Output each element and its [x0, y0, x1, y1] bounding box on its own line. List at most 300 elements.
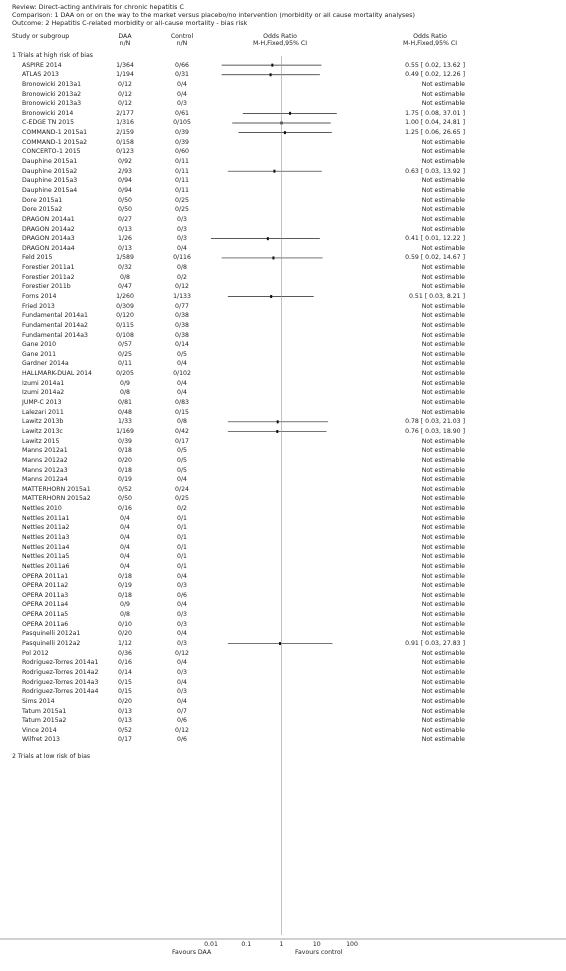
daa-events: 0/18 [118, 572, 132, 580]
column-header-control: Control [170, 33, 194, 40]
control-events: 0/25 [175, 495, 189, 503]
daa-events: 0/12 [118, 90, 132, 98]
study-name: Lawitz 2015 [22, 437, 60, 445]
daa-events: 0/15 [118, 678, 132, 686]
study-name: Tatum 2015a2 [22, 717, 67, 725]
odds-ratio-value: Not estimable [421, 678, 465, 686]
odds-ratio-value: Not estimable [421, 80, 465, 88]
column-header-control-sub: n/N [176, 40, 188, 47]
daa-events: 0/8 [120, 389, 130, 397]
study-name: OPERA 2011a3 [22, 591, 69, 599]
odds-ratio-value: Not estimable [421, 456, 465, 464]
daa-events: 0/17 [118, 736, 132, 744]
control-events: 0/3 [177, 235, 187, 243]
control-events: 0/2 [177, 505, 187, 513]
daa-events: 0/39 [118, 437, 132, 445]
daa-events: 0/50 [118, 495, 132, 503]
daa-events: 0/57 [118, 341, 132, 349]
odds-ratio-value: Not estimable [421, 100, 465, 108]
odds-ratio-value: 0.76 [ 0.03, 18.90 ] [405, 427, 465, 435]
control-events: 0/4 [177, 360, 187, 368]
odds-ratio-value: Not estimable [421, 534, 465, 541]
daa-events: 0/52 [118, 726, 132, 734]
odds-ratio-value: Not estimable [421, 582, 465, 590]
daa-events: 2/159 [116, 129, 134, 137]
control-events: 0/12 [175, 649, 189, 657]
study-name: COMMAND-1 2015a1 [22, 129, 88, 137]
odds-ratio-value: Not estimable [421, 138, 465, 146]
study-name: Rodriguez-Torres 2014a1 [22, 659, 99, 667]
outcome-title: Outcome: 2 Hepatitis C-related morbidity or all-cause mortality - bias risk [12, 19, 248, 27]
study-name: Manns 2012a3 [22, 466, 68, 474]
study-name: Lawitz 2013b [22, 418, 64, 426]
daa-events: 2/177 [116, 109, 134, 117]
study-name: Nettles 2011a1 [22, 514, 70, 522]
study-name: C-EDGE TN 2015 [22, 119, 75, 127]
study-name: Bronowicki 2014 [22, 109, 74, 117]
control-events: 0/4 [177, 476, 187, 484]
daa-events: 0/36 [118, 649, 132, 657]
study-name: Dauphine 2015a1 [22, 158, 78, 166]
daa-events: 0/4 [120, 534, 130, 541]
control-events: 0/8 [177, 418, 187, 426]
control-events: 0/25 [175, 206, 189, 214]
study-name: Manns 2012a2 [22, 456, 68, 464]
column-header-daa: DAA [118, 33, 132, 40]
study-name: Nettles 2011a5 [22, 553, 70, 561]
study-name: Gardner 2014a [22, 360, 69, 368]
odds-ratio-value: Not estimable [421, 562, 465, 570]
control-events: 0/5 [177, 350, 187, 358]
study-name: Izumi 2014a2 [22, 389, 65, 397]
daa-events: 0/50 [118, 196, 132, 204]
odds-ratio-value: Not estimable [421, 591, 465, 599]
study-name: Manns 2012a1 [22, 447, 68, 455]
study-name: Pasquinelli 2012a2 [22, 640, 81, 648]
daa-events: 0/13 [118, 244, 132, 252]
study-name: Manns 2012a4 [22, 476, 68, 484]
control-events: 0/4 [177, 244, 187, 252]
study-name: Rodriguez-Torres 2014a3 [22, 678, 99, 686]
odds-ratio-value: Not estimable [421, 553, 465, 561]
study-name: Bronowicki 2013a3 [22, 100, 82, 108]
odds-ratio-value: Not estimable [421, 186, 465, 194]
daa-events: 0/16 [118, 659, 132, 667]
control-events: 0/3 [177, 640, 187, 648]
odds-ratio-value: Not estimable [421, 476, 465, 484]
study-name: ATLAS 2013 [22, 71, 59, 79]
odds-ratio-value: Not estimable [421, 707, 465, 715]
odds-ratio-value: Not estimable [421, 668, 465, 676]
odds-ratio-value: Not estimable [421, 177, 465, 185]
study-name: Dore 2015a2 [22, 206, 63, 214]
odds-ratio-value: 0.59 [ 0.02, 14.67 ] [405, 254, 465, 262]
odds-ratio-value: Not estimable [421, 302, 465, 310]
daa-events: 0/20 [118, 456, 132, 464]
study-name: Rodriguez-Torres 2014a2 [22, 668, 99, 676]
point-estimate [284, 131, 286, 134]
control-events: 0/1 [177, 543, 187, 551]
daa-events: 2/93 [118, 167, 132, 175]
point-estimate [273, 170, 275, 173]
odds-ratio-value: Not estimable [421, 543, 465, 551]
daa-events: 0/13 [118, 707, 132, 715]
control-events: 0/5 [177, 456, 187, 464]
control-events: 0/60 [175, 148, 189, 156]
control-events: 0/4 [177, 630, 187, 638]
odds-ratio-value: Not estimable [421, 321, 465, 329]
study-name: OPERA 2011a5 [22, 611, 69, 619]
study-name: Fundamental 2014a3 [22, 331, 88, 339]
control-events: 0/105 [173, 119, 191, 127]
control-events: 0/6 [177, 717, 187, 725]
control-events: 0/5 [177, 466, 187, 474]
control-events: 0/17 [175, 437, 189, 445]
odds-ratio-value: 1.00 [ 0.04, 24.81 ] [405, 119, 465, 127]
odds-ratio-value: Not estimable [421, 447, 465, 455]
study-name: Fundamental 2014a2 [22, 321, 88, 329]
daa-events: 0/50 [118, 206, 132, 214]
odds-ratio-value: Not estimable [421, 601, 465, 609]
daa-events: 1/169 [116, 427, 134, 435]
control-events: 0/5 [177, 447, 187, 455]
daa-events: 0/4 [120, 524, 130, 532]
odds-ratio-value: 0.91 [ 0.03, 27.83 ] [405, 640, 465, 648]
column-header-odds-ratio-2-method: M-H,Fixed,95% CI [402, 40, 458, 47]
odds-ratio-value: Not estimable [421, 649, 465, 657]
control-events: 0/3 [177, 668, 187, 676]
daa-events: 1/589 [116, 254, 134, 262]
control-events: 0/3 [177, 215, 187, 223]
odds-ratio-value: 0.51 [ 0.03, 8.21 ] [409, 293, 465, 300]
odds-ratio-value: Not estimable [421, 399, 465, 407]
odds-ratio-value: Not estimable [421, 158, 465, 166]
study-name: Forestier 2011b [22, 283, 71, 291]
odds-ratio-value: Not estimable [421, 196, 465, 204]
odds-ratio-value: Not estimable [421, 688, 465, 696]
control-events: 0/14 [175, 341, 189, 349]
study-name: Wilfret 2013 [22, 736, 60, 744]
daa-events: 0/13 [118, 225, 132, 233]
control-events: 0/3 [177, 611, 187, 619]
daa-events: 0/8 [120, 273, 130, 281]
daa-events: 1/260 [116, 293, 134, 300]
study-name: Izumi 2014a1 [22, 379, 65, 387]
x-tick-label: 0.1 [241, 941, 252, 948]
study-name: HALLMARK-DUAL 2014 [22, 370, 92, 378]
study-name: Tatum 2015a1 [22, 707, 67, 715]
odds-ratio-value: Not estimable [421, 206, 465, 214]
odds-ratio-value: Not estimable [421, 495, 465, 503]
control-events: 0/1 [177, 553, 187, 561]
control-events: 0/4 [177, 601, 187, 609]
daa-events: 0/11 [118, 360, 132, 368]
study-name: Bronowicki 2013a2 [22, 90, 82, 98]
control-events: 0/38 [175, 331, 189, 339]
control-events: 0/3 [177, 620, 187, 628]
daa-events: 0/20 [118, 697, 132, 705]
control-events: 0/12 [175, 726, 189, 734]
daa-events: 0/94 [118, 186, 132, 194]
study-name: Sims 2014 [22, 697, 55, 705]
study-name: Lawitz 2013c [22, 427, 63, 435]
daa-events: 0/4 [120, 553, 130, 561]
point-estimate [279, 642, 281, 645]
odds-ratio-value: Not estimable [421, 485, 465, 493]
control-events: 0/1 [177, 534, 187, 541]
x-tick-label: 10 [312, 941, 321, 948]
control-events: 0/11 [175, 186, 189, 194]
control-events: 0/42 [175, 427, 189, 435]
study-name: CONCERTO-1 2015 [22, 148, 81, 156]
odds-ratio-value: 0.41 [ 0.01, 12.22 ] [405, 235, 465, 243]
daa-events: 0/47 [118, 283, 132, 291]
control-events: 0/77 [175, 302, 189, 310]
daa-events: 0/4 [120, 514, 130, 522]
control-events: 0/4 [177, 659, 187, 667]
odds-ratio-value: Not estimable [421, 370, 465, 378]
daa-events: 1/316 [116, 119, 134, 127]
study-name: Gane 2010 [22, 341, 57, 349]
control-events: 0/38 [175, 321, 189, 329]
study-name: OPERA 2011a2 [22, 582, 69, 590]
study-name: Pol 2012 [22, 649, 49, 657]
column-header-odds-ratio: Odds Ratio [263, 33, 297, 40]
odds-ratio-value: Not estimable [421, 572, 465, 580]
control-events: 0/25 [175, 196, 189, 204]
odds-ratio-value: Not estimable [421, 717, 465, 725]
study-name: Dauphine 2015a4 [22, 186, 78, 194]
daa-events: 0/205 [116, 370, 134, 378]
study-name: DRAGON 2014a1 [22, 215, 75, 223]
daa-events: 1/364 [116, 61, 134, 69]
study-name: Forns 2014 [22, 293, 57, 300]
study-name: Nettles 2010 [22, 505, 62, 513]
column-header-odds-ratio-2: Odds Ratio [413, 33, 447, 40]
odds-ratio-value: Not estimable [421, 620, 465, 628]
odds-ratio-value: 0.78 [ 0.03, 21.03 ] [405, 418, 465, 426]
study-name: COMMAND-1 2015a2 [22, 138, 88, 146]
daa-events: 0/81 [118, 399, 132, 407]
control-events: 0/102 [173, 370, 191, 378]
subgroup-label: 1 Trials at high risk of bias [12, 52, 94, 59]
study-name: Forestier 2011a2 [22, 273, 75, 281]
control-events: 0/11 [175, 158, 189, 166]
daa-events: 0/108 [116, 331, 134, 339]
column-header-daa-sub: n/N [119, 40, 131, 47]
study-name: Nettles 2011a6 [22, 562, 70, 570]
odds-ratio-value: Not estimable [421, 350, 465, 358]
control-events: 0/61 [175, 109, 189, 117]
control-events: 0/24 [175, 485, 189, 493]
odds-ratio-value: Not estimable [421, 524, 465, 532]
study-name: OPERA 2011a1 [22, 572, 69, 580]
daa-events: 0/32 [118, 264, 132, 272]
control-events: 0/6 [177, 591, 187, 599]
study-name: Nettles 2011a2 [22, 524, 70, 532]
control-events: 0/2 [177, 273, 187, 281]
control-events: 0/4 [177, 572, 187, 580]
control-events: 0/3 [177, 688, 187, 696]
study-name: Dore 2015a1 [22, 196, 63, 204]
daa-events: 0/123 [116, 148, 134, 156]
daa-events: 0/15 [118, 688, 132, 696]
odds-ratio-value: Not estimable [421, 514, 465, 522]
odds-ratio-value: Not estimable [421, 505, 465, 513]
daa-events: 0/12 [118, 80, 132, 88]
odds-ratio-value: Not estimable [421, 312, 465, 320]
control-events: 0/38 [175, 312, 189, 320]
odds-ratio-value: Not estimable [421, 90, 465, 98]
study-name: Fried 2013 [22, 302, 55, 310]
odds-ratio-value: Not estimable [421, 244, 465, 252]
study-name: MATTERHORN 2015a1 [22, 485, 91, 493]
daa-events: 0/20 [118, 630, 132, 638]
daa-events: 0/115 [116, 321, 134, 329]
daa-events: 0/10 [118, 620, 132, 628]
odds-ratio-value: Not estimable [421, 736, 465, 744]
daa-events: 0/18 [118, 447, 132, 455]
study-name: JUMP-C 2013 [22, 399, 62, 407]
daa-events: 0/12 [118, 100, 132, 108]
study-name: Vince 2014 [22, 726, 57, 734]
odds-ratio-value: 0.49 [ 0.02, 12.26 ] [405, 71, 465, 79]
daa-events: 1/194 [116, 71, 134, 79]
x-tick-label: 100 [346, 941, 358, 948]
study-name: Forestier 2011a1 [22, 264, 75, 272]
study-name: OPERA 2011a6 [22, 620, 69, 628]
odds-ratio-value: Not estimable [421, 379, 465, 387]
control-events: 0/1 [177, 524, 187, 532]
control-events: 0/31 [175, 71, 189, 79]
control-events: 0/12 [175, 283, 189, 291]
odds-ratio-value: Not estimable [421, 331, 465, 339]
study-name: DRAGON 2014a4 [22, 244, 75, 252]
x-tick-label: 1 [279, 941, 284, 948]
control-events: 0/4 [177, 80, 187, 88]
daa-events: 1/12 [118, 640, 132, 648]
control-events: 0/15 [175, 408, 189, 416]
daa-events: 0/9 [120, 601, 130, 609]
point-estimate [270, 295, 272, 298]
point-estimate [277, 420, 279, 423]
study-name: Bronowicki 2013a1 [22, 80, 82, 88]
study-name: Nettles 2011a3 [22, 534, 70, 541]
control-events: 0/7 [177, 707, 187, 715]
column-header-study: Study or subgroup [12, 33, 70, 40]
study-name: Feld 2015 [22, 254, 53, 262]
point-estimate [289, 112, 291, 115]
daa-events: 0/92 [118, 158, 132, 166]
control-events: 0/8 [177, 264, 187, 272]
daa-events: 0/19 [118, 476, 132, 484]
study-name: DRAGON 2014a2 [22, 225, 75, 233]
daa-events: 0/120 [116, 312, 134, 320]
point-estimate [272, 256, 274, 259]
odds-ratio-value: Not estimable [421, 408, 465, 416]
study-name: Rodriguez-Torres 2014a4 [22, 688, 99, 696]
control-events: 1/133 [173, 293, 191, 300]
odds-ratio-value: Not estimable [421, 341, 465, 349]
odds-ratio-value: Not estimable [421, 225, 465, 233]
control-events: 0/39 [175, 138, 189, 146]
daa-events: 0/25 [118, 350, 132, 358]
study-name: DRAGON 2014a3 [22, 235, 75, 243]
daa-events: 0/14 [118, 668, 132, 676]
odds-ratio-value: Not estimable [421, 215, 465, 223]
subgroup-label: 2 Trials at low risk of bias [12, 753, 91, 761]
study-name: Dauphine 2015a3 [22, 177, 78, 185]
study-name: MATTERHORN 2015a2 [22, 495, 91, 503]
daa-events: 0/18 [118, 591, 132, 599]
control-events: 0/66 [175, 61, 189, 69]
odds-ratio-value: Not estimable [421, 389, 465, 397]
point-estimate [271, 64, 273, 67]
odds-ratio-value: Not estimable [421, 726, 465, 734]
odds-ratio-value: Not estimable [421, 630, 465, 638]
study-name: Nettles 2011a4 [22, 543, 70, 551]
odds-ratio-value: Not estimable [421, 283, 465, 291]
control-events: 0/4 [177, 678, 187, 686]
point-estimate [270, 73, 272, 76]
control-events: 0/116 [173, 254, 191, 262]
study-name: Fundamental 2014a1 [22, 312, 88, 320]
daa-events: 0/4 [120, 562, 130, 570]
control-events: 0/3 [177, 225, 187, 233]
daa-events: 0/13 [118, 717, 132, 725]
odds-ratio-value: 0.55 [ 0.02, 13.62 ] [405, 61, 465, 69]
study-name: Lalezari 2011 [22, 408, 64, 416]
daa-events: 0/309 [116, 302, 134, 310]
control-events: 0/3 [177, 582, 187, 590]
daa-events: 0/8 [120, 611, 130, 619]
x-tick-label: 0.01 [204, 941, 218, 948]
odds-ratio-value: Not estimable [421, 611, 465, 619]
daa-events: 0/48 [118, 408, 132, 416]
column-header-odds-ratio-method: M-H,Fixed,95% CI [252, 40, 308, 47]
control-events: 0/4 [177, 379, 187, 387]
odds-ratio-value: 0.63 [ 0.03, 13.92 ] [405, 167, 465, 175]
daa-events: 0/16 [118, 505, 132, 513]
study-name: Pasquinelli 2012a1 [22, 630, 81, 638]
favours-daa-label: Favours DAA [172, 949, 212, 956]
control-events: 0/4 [177, 90, 187, 98]
daa-events: 0/27 [118, 215, 132, 223]
daa-events: 1/33 [118, 418, 132, 426]
odds-ratio-value: 1.75 [ 0.08, 37.01 ] [405, 109, 465, 117]
control-events: 0/39 [175, 129, 189, 137]
point-estimate [267, 237, 269, 240]
odds-ratio-value: Not estimable [421, 659, 465, 667]
daa-events: 1/26 [118, 235, 132, 243]
odds-ratio-value: Not estimable [421, 360, 465, 368]
study-name: Dauphine 2015a2 [22, 167, 78, 175]
daa-events: 0/18 [118, 466, 132, 474]
review-title: Review: Direct-acting antivirals for chronic hepatitis C [12, 3, 184, 11]
daa-events: 0/52 [118, 485, 132, 493]
favours-control-label: Favours control [295, 949, 343, 956]
control-events: 0/83 [175, 399, 189, 407]
control-events: 0/4 [177, 697, 187, 705]
control-events: 0/1 [177, 562, 187, 570]
study-name: OPERA 2011a4 [22, 601, 69, 609]
daa-events: 0/94 [118, 177, 132, 185]
control-events: 0/11 [175, 167, 189, 175]
odds-ratio-value: Not estimable [421, 697, 465, 705]
odds-ratio-value: Not estimable [421, 466, 465, 474]
odds-ratio-value: Not estimable [421, 148, 465, 156]
control-events: 0/1 [177, 514, 187, 522]
